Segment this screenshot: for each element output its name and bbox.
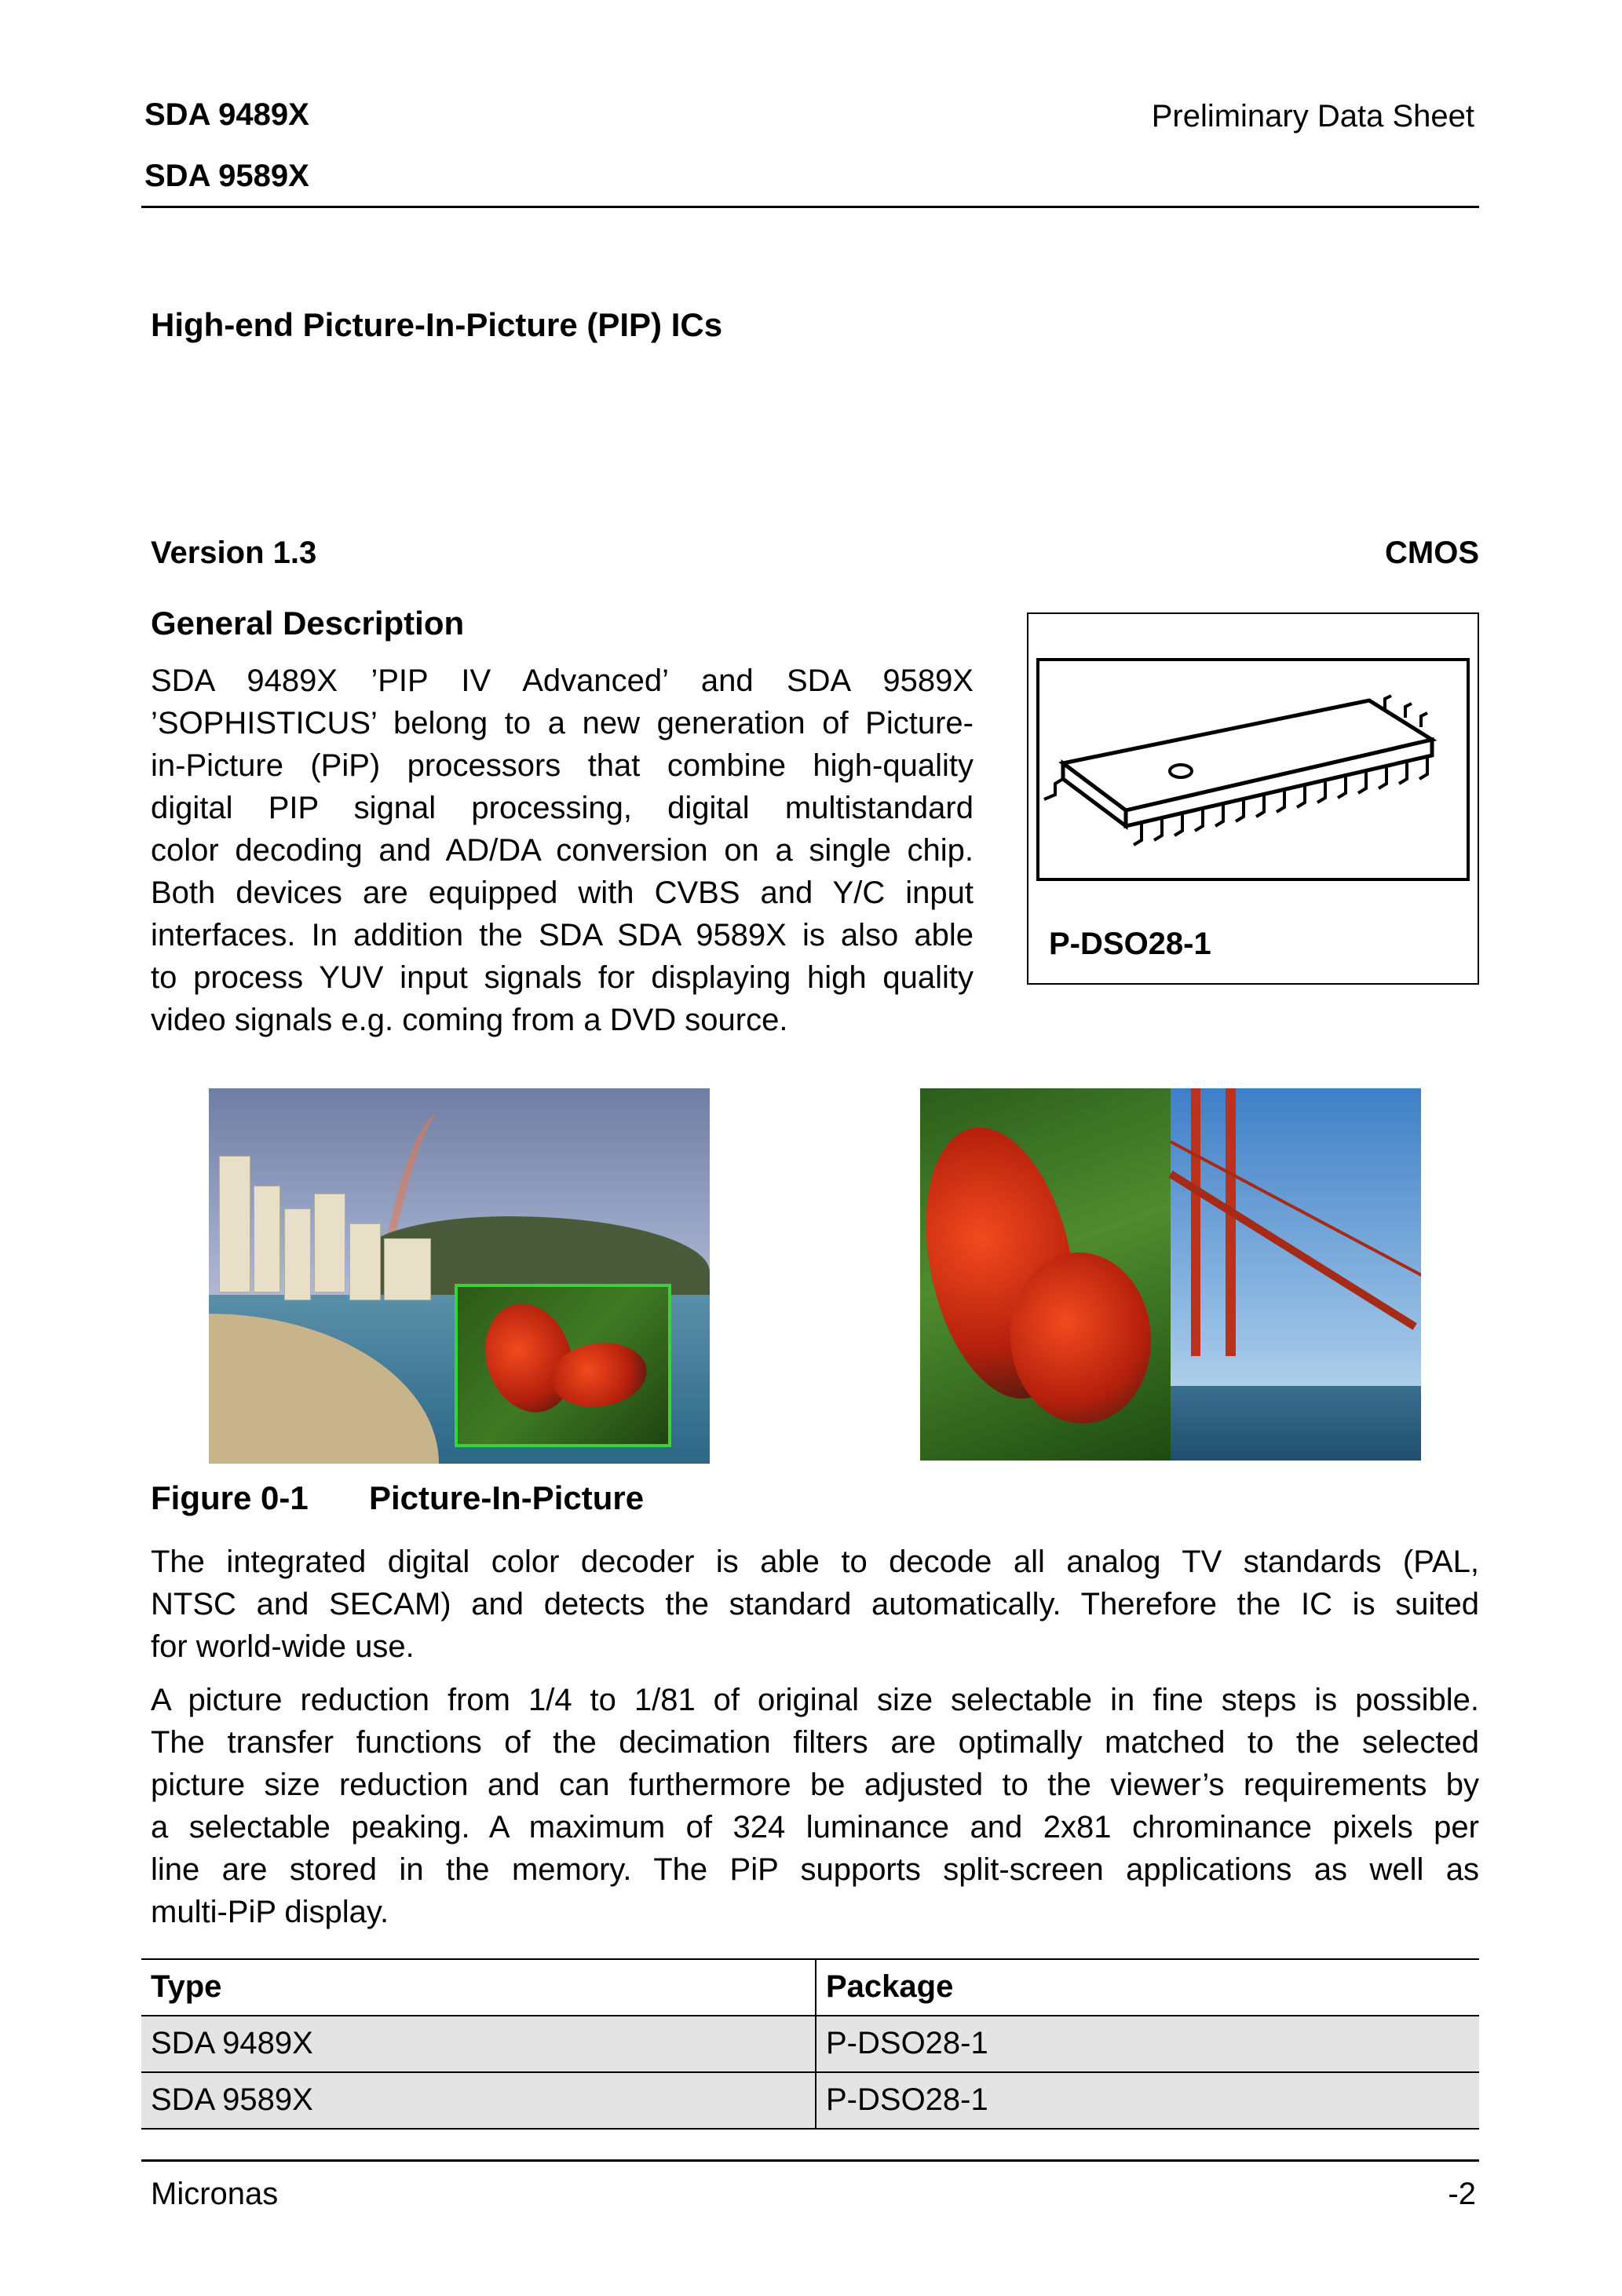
table-header-type: Type	[151, 1969, 222, 2004]
building	[349, 1223, 381, 1300]
p2-line: for world-wide use.	[151, 1629, 415, 1664]
split-right-bridge	[1171, 1088, 1421, 1461]
bridge-tower	[1226, 1088, 1236, 1356]
table-top-rule	[141, 1958, 1479, 1960]
footer-rule	[141, 2159, 1479, 2162]
gd-line: SDA 9489X ’PIP IV Advanced’ and SDA 9589X	[151, 664, 974, 698]
water	[1171, 1386, 1421, 1461]
table-cell: P-DSO28-1	[826, 2026, 988, 2060]
photo-split-screen	[920, 1088, 1421, 1461]
version-label: Version 1.3	[151, 536, 317, 570]
gd-line: interfaces. In addition the SDA SDA 9589X is also able	[151, 918, 974, 952]
table-row-bg	[141, 2073, 1479, 2128]
gd-line: video signals e.g. coming from a DVD source.	[151, 1003, 788, 1037]
general-description-text	[151, 660, 974, 1041]
building	[219, 1156, 250, 1292]
chip-drawing-frame	[1036, 658, 1470, 881]
figure-caption: Picture-In-Picture	[369, 1479, 645, 1516]
p3-line: multi-PiP display.	[151, 1895, 389, 1929]
split-left-butterfly	[920, 1088, 1171, 1461]
table-column-divider	[815, 1958, 816, 2130]
p2-line: NTSC and SECAM) and detects the standard automatically. Therefore the IC is suited	[151, 1587, 1479, 1621]
p3-line: line are stored in the memory. The PiP supports split-screen applications as well as	[151, 1852, 1479, 1887]
footer-company: Micronas	[151, 2177, 279, 2211]
package-label: P-DSO28-1	[1049, 927, 1211, 961]
p3-line: picture size reduction and can furthermore be adjusted to the viewer’s requirements by	[151, 1768, 1479, 1802]
technology-label: CMOS	[1385, 536, 1479, 570]
pip-inset-window	[455, 1284, 671, 1448]
general-description-heading: General Description	[151, 605, 465, 642]
photo-beach-with-pip	[209, 1088, 710, 1464]
bridge-cable	[1170, 1141, 1421, 1279]
gd-line: to process YUV input signals for displaying high quality	[151, 960, 974, 995]
gd-line: ’SOPHISTICUS’ belong to a new generation of Picture-	[151, 706, 974, 740]
header-part-2: SDA 9589X	[144, 159, 309, 193]
table-cell: SDA 9489X	[151, 2026, 313, 2060]
p3-line: The transfer functions of the decimation filters are optimally matched to the selected	[151, 1725, 1479, 1760]
paragraph-reduction	[151, 1679, 1479, 1933]
p3-line: a selectable peaking. A maximum of 324 luminance and 2x81 chrominance pixels per	[151, 1810, 1479, 1844]
page-title: High-end Picture-In-Picture (PIP) ICs	[151, 306, 723, 343]
table-row-rule	[141, 2071, 1479, 2073]
building	[384, 1238, 430, 1300]
bridge-tower	[1191, 1088, 1201, 1356]
p3-line: A picture reduction from 1/4 to 1/81 of original size selectable in fine steps is possible.	[151, 1683, 1479, 1717]
table-cell: SDA 9589X	[151, 2082, 313, 2117]
table-bottom-rule	[141, 2128, 1479, 2130]
paragraph-decoder	[151, 1541, 1479, 1668]
footer-page-number: -2	[1448, 2177, 1476, 2211]
building	[284, 1208, 311, 1300]
building	[314, 1194, 345, 1292]
header-rule	[141, 206, 1479, 208]
table-header-rule	[141, 2015, 1479, 2016]
gd-line: color decoding and AD/DA conversion on a single chip.	[151, 833, 974, 868]
p2-line: The integrated digital color decoder is able to decode all analog TV standards (PAL,	[151, 1545, 1479, 1579]
building	[254, 1186, 280, 1292]
header-part-1: SDA 9489X	[144, 97, 309, 132]
header-doc-type: Preliminary Data Sheet	[1151, 99, 1474, 133]
gd-line: digital PIP signal processing, digital multistandard	[151, 791, 974, 825]
gd-line: in-Picture (PiP) processors that combine high-quality	[151, 748, 974, 783]
gd-line: Both devices are equipped with CVBS and Y/C input	[151, 876, 974, 910]
figure-number: Figure 0-1	[151, 1479, 309, 1516]
table-row-bg	[141, 2016, 1479, 2071]
chip-package-icon	[1039, 661, 1467, 878]
table-cell: P-DSO28-1	[826, 2082, 988, 2117]
table-header-package: Package	[826, 1969, 954, 2004]
